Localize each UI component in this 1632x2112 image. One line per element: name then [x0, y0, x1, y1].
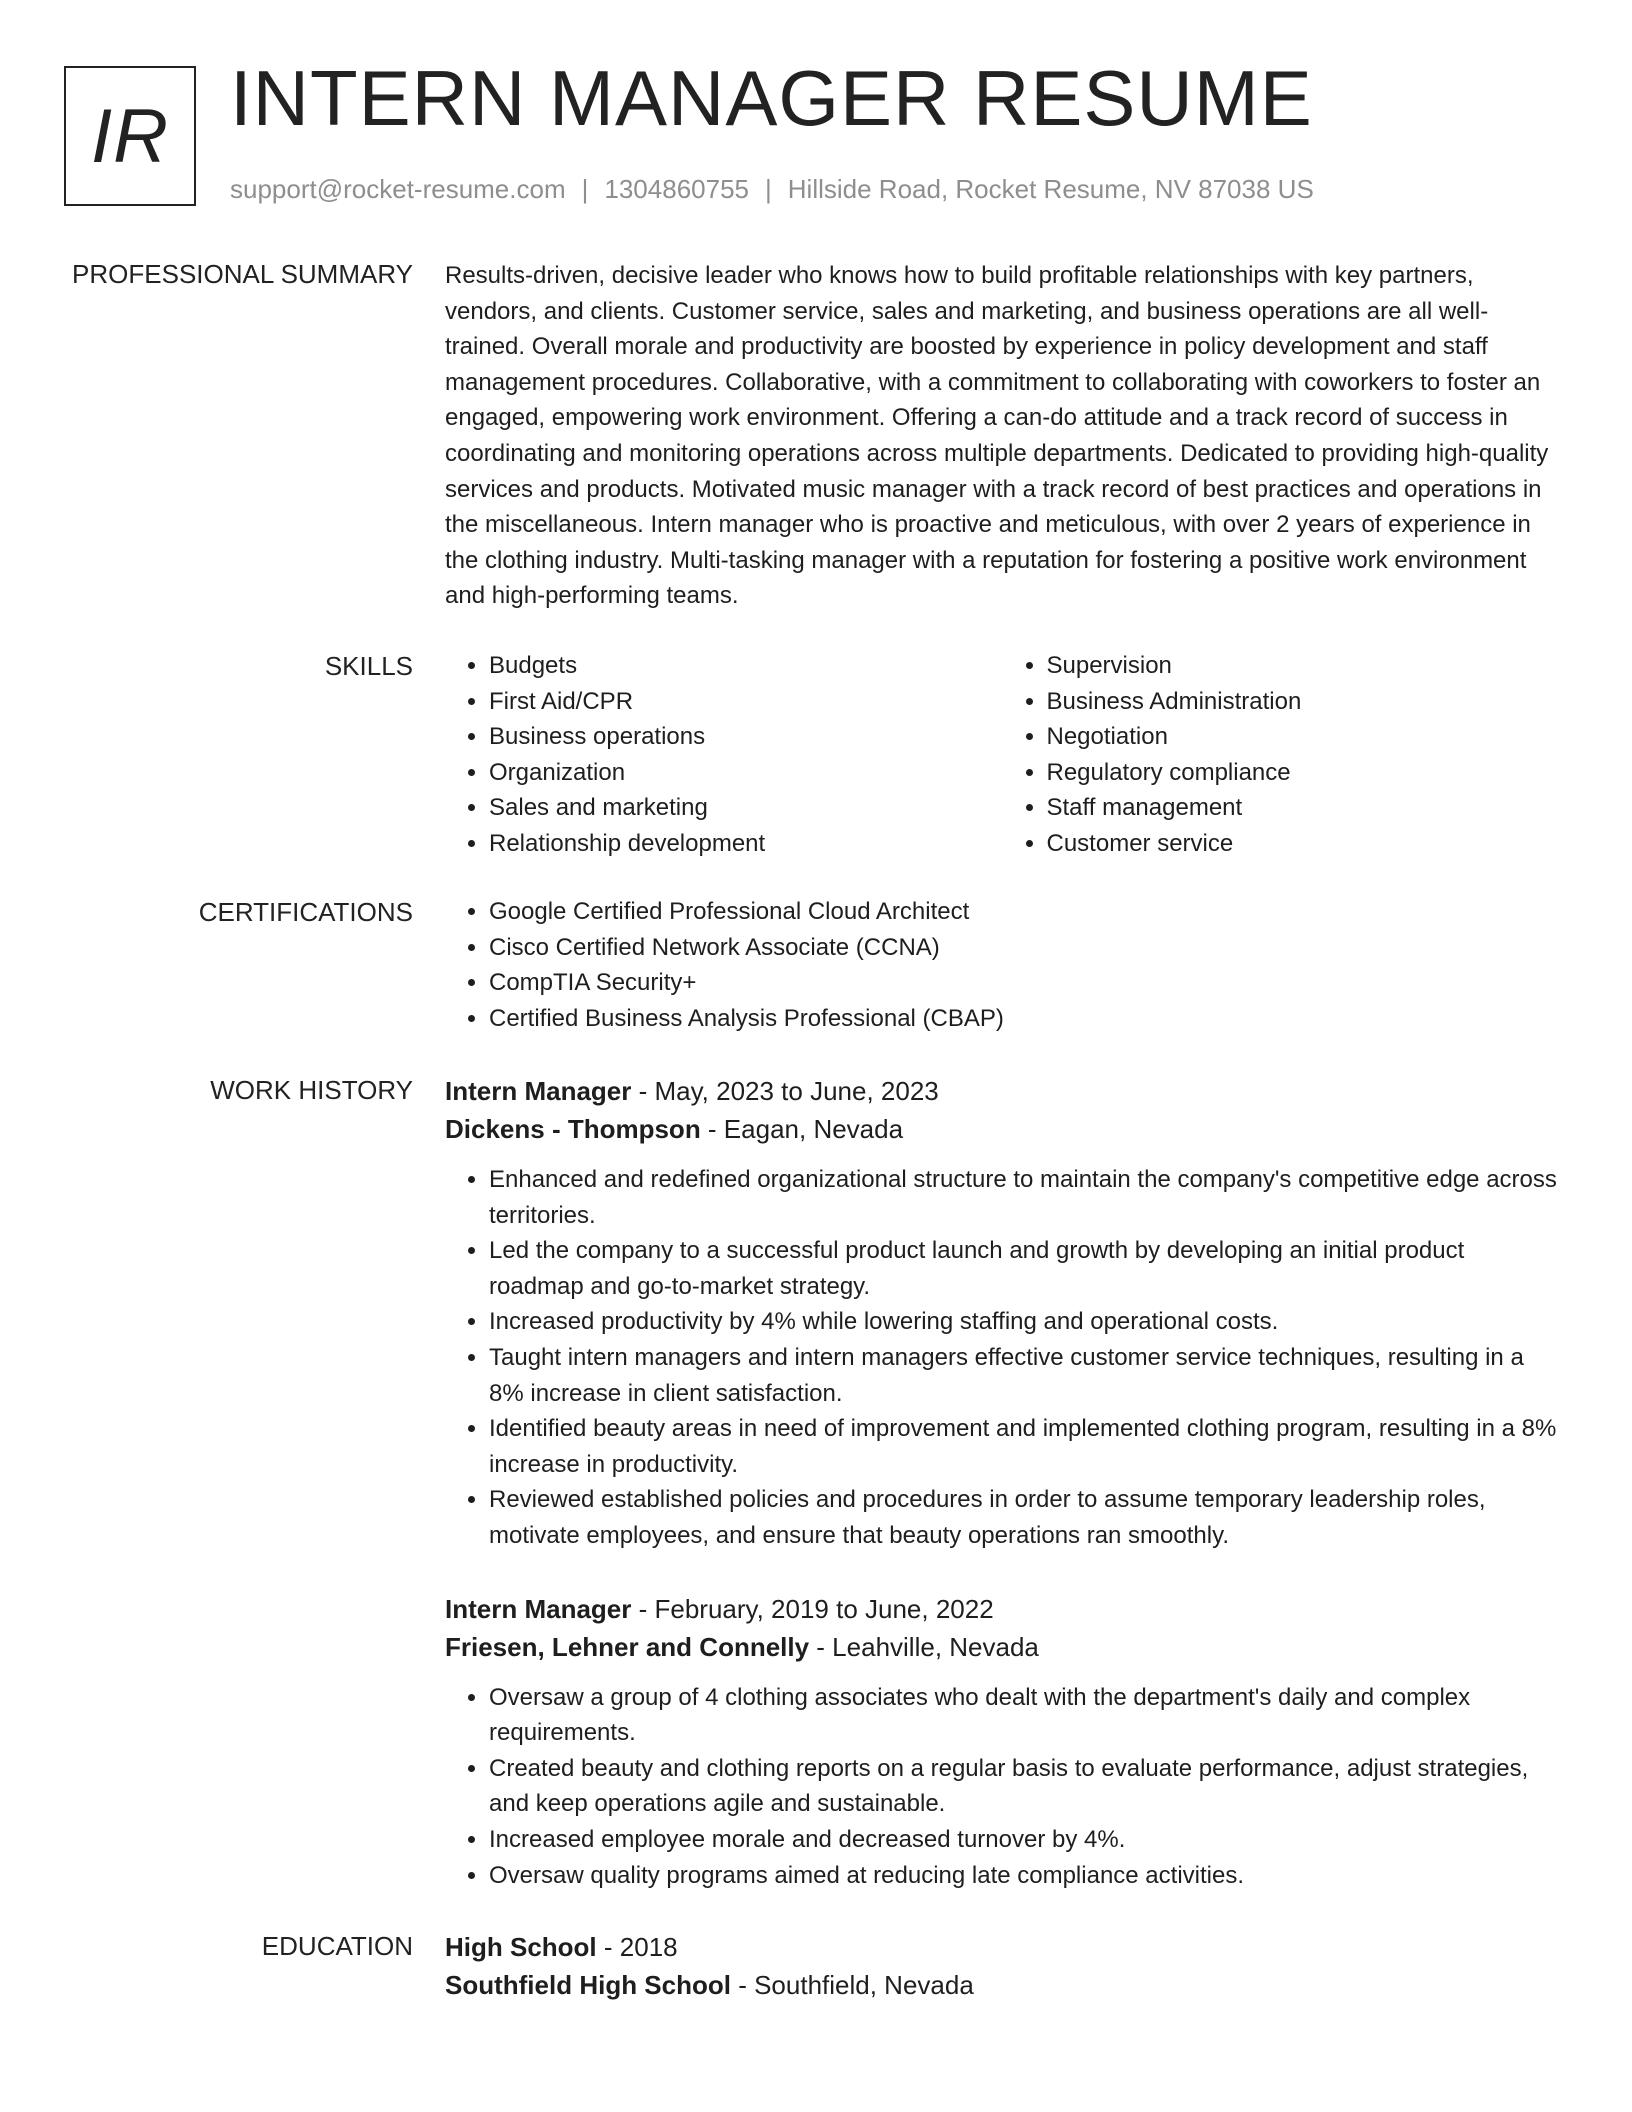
job-bullet: • Created beauty and clothing reports on a regular basis to evaluate performance, adjust strategies, and keep operations agile and sustainable. — [489, 1751, 1560, 1822]
job-company-line — [445, 1628, 1560, 1666]
job-bullet: • Oversaw quality programs aimed at reducing late compliance activities. — [489, 1858, 1560, 1894]
section-heading-work-history: WORK HISTORY — [210, 1075, 413, 1105]
skill-item: • Sales and marketing — [489, 790, 1003, 826]
education-year: - 2018 — [596, 1932, 678, 1962]
skill-item: • Budgets — [489, 648, 1003, 684]
summary-text: Results-driven, decisive leader who knows how to build profitable relationships with key partners, vendors, and clients. Customer service, sales and marketing, and business operations are all well-trained. Overall morale and productivity are boosted by experience in policy development and staff management procedures. Collaborative, with a commitment to collaborating with coworkers to foster an engaged, empowering work environment. Offering a can-do attitude and a track record of success in coordinating and monitoring operations across multiple departments. Dedicated to providing high-quality services and products. Motivated music manager with a track record of best practices and operations in the miscellaneous. Intern manager who is proactive and meticulous, with over 2 years of experience in the clothing industry. Multi-tasking manager with a reputation for fostering a positive work environment and high-performing teams. — [445, 262, 1549, 610]
job-title-line — [445, 1590, 1560, 1628]
job-company: Dickens - Thompson — [445, 1114, 701, 1144]
contact-line — [230, 174, 1314, 205]
skill-item: • Relationship development — [489, 826, 1003, 862]
contact-separator: | — [765, 174, 772, 204]
skill-item: • Customer service — [1047, 826, 1561, 862]
skill-item: • Organization — [489, 755, 1003, 791]
skill-item: • Supervision — [1047, 648, 1561, 684]
skill-item: • Business Administration — [1047, 684, 1561, 720]
contact-email[interactable]: support@rocket-resume.com — [230, 174, 566, 204]
certification-item: • CompTIA Security+ — [489, 965, 1560, 1001]
job-location: - Eagan, Nevada — [700, 1114, 904, 1144]
skills-grid — [445, 648, 1560, 862]
job-title: Intern Manager — [445, 1593, 632, 1624]
education-degree-line — [445, 1928, 1560, 1966]
job-bullet: • Identified beauty areas in need of improvement and implemented clothing program, resulting in a 8% increase in productivity. — [489, 1411, 1560, 1482]
job-entry — [445, 1590, 1560, 1894]
job-title-line — [445, 1072, 1560, 1110]
job-bullet: • Reviewed established policies and procedures in order to assume temporary leadership roles, motivate employees, and ensure that beauty operations ran smoothly. — [489, 1482, 1560, 1553]
skill-item: • Business operations — [489, 719, 1003, 755]
certifications-list — [445, 894, 1560, 1036]
section-heading-education: EDUCATION — [261, 1931, 413, 1961]
job-bullets — [445, 1162, 1560, 1554]
section-heading-certifications: CERTIFICATIONS — [198, 897, 413, 927]
job-bullet: • Oversaw a group of 4 clothing associates who dealt with the department's daily and complex requirements. — [489, 1680, 1560, 1751]
summary-body — [445, 258, 1560, 614]
section-heading-summary: PROFESSIONAL SUMMARY — [72, 259, 413, 289]
job-bullet: • Led the company to a successful product launch and growth by developing an initial product roadmap and go-to-market strategy. — [489, 1233, 1560, 1304]
education-school-line — [445, 1966, 1560, 2004]
job-company-line — [445, 1110, 1560, 1148]
education-degree: High School — [445, 1932, 597, 1962]
job-bullet: • Increased employee morale and decreased turnover by 4%. — [489, 1822, 1560, 1858]
monogram-logo: IR — [64, 66, 196, 206]
skill-item: • First Aid/CPR — [489, 684, 1003, 720]
education-body — [445, 1928, 1560, 2004]
skill-item: • Negotiation — [1047, 719, 1561, 755]
skill-item: • Regulatory compliance — [1047, 755, 1561, 791]
job-entry — [445, 1072, 1560, 1554]
job-location: - Leahville, Nevada — [809, 1631, 1039, 1662]
job-bullet: • Enhanced and redefined organizational structure to maintain the company's competitive edge across territories. — [489, 1162, 1560, 1233]
skills-list-right — [1003, 648, 1561, 862]
education-school: Southfield High School — [445, 1970, 731, 2000]
job-bullet: • Taught intern managers and intern managers effective customer service techniques, resulting in a 8% increase in client satisfaction. — [489, 1340, 1560, 1411]
skills-list-left — [445, 648, 1003, 862]
certification-item: • Google Certified Professional Cloud Architect — [489, 894, 1560, 930]
work-history-body — [445, 1072, 1560, 1893]
job-company: Friesen, Lehner and Connelly — [445, 1631, 810, 1662]
certifications-body — [445, 894, 1560, 1036]
contact-separator: | — [581, 174, 589, 204]
job-bullet: • Increased productivity by 4% while lowering staffing and operational costs. — [489, 1304, 1560, 1340]
resume-title: INTERN MANAGER RESUME — [230, 54, 1313, 142]
education-location: - Southfield, Nevada — [730, 1970, 974, 2000]
job-bullets — [445, 1680, 1560, 1894]
certification-item: • Certified Business Analysis Professional (CBAP) — [489, 1001, 1560, 1037]
job-dates: - February, 2019 to June, 2022 — [631, 1593, 994, 1624]
contact-phone[interactable]: 1304860755 — [604, 174, 749, 204]
section-heading-skills: SKILLS — [324, 651, 413, 681]
job-dates: - May, 2023 to June, 2023 — [631, 1076, 939, 1106]
contact-address: Hillside Road, Rocket Resume, NV 87038 US — [787, 174, 1314, 204]
job-title: Intern Manager — [445, 1076, 632, 1106]
certification-item: • Cisco Certified Network Associate (CCNA) — [489, 930, 1560, 966]
skill-item: • Staff management — [1047, 790, 1561, 826]
